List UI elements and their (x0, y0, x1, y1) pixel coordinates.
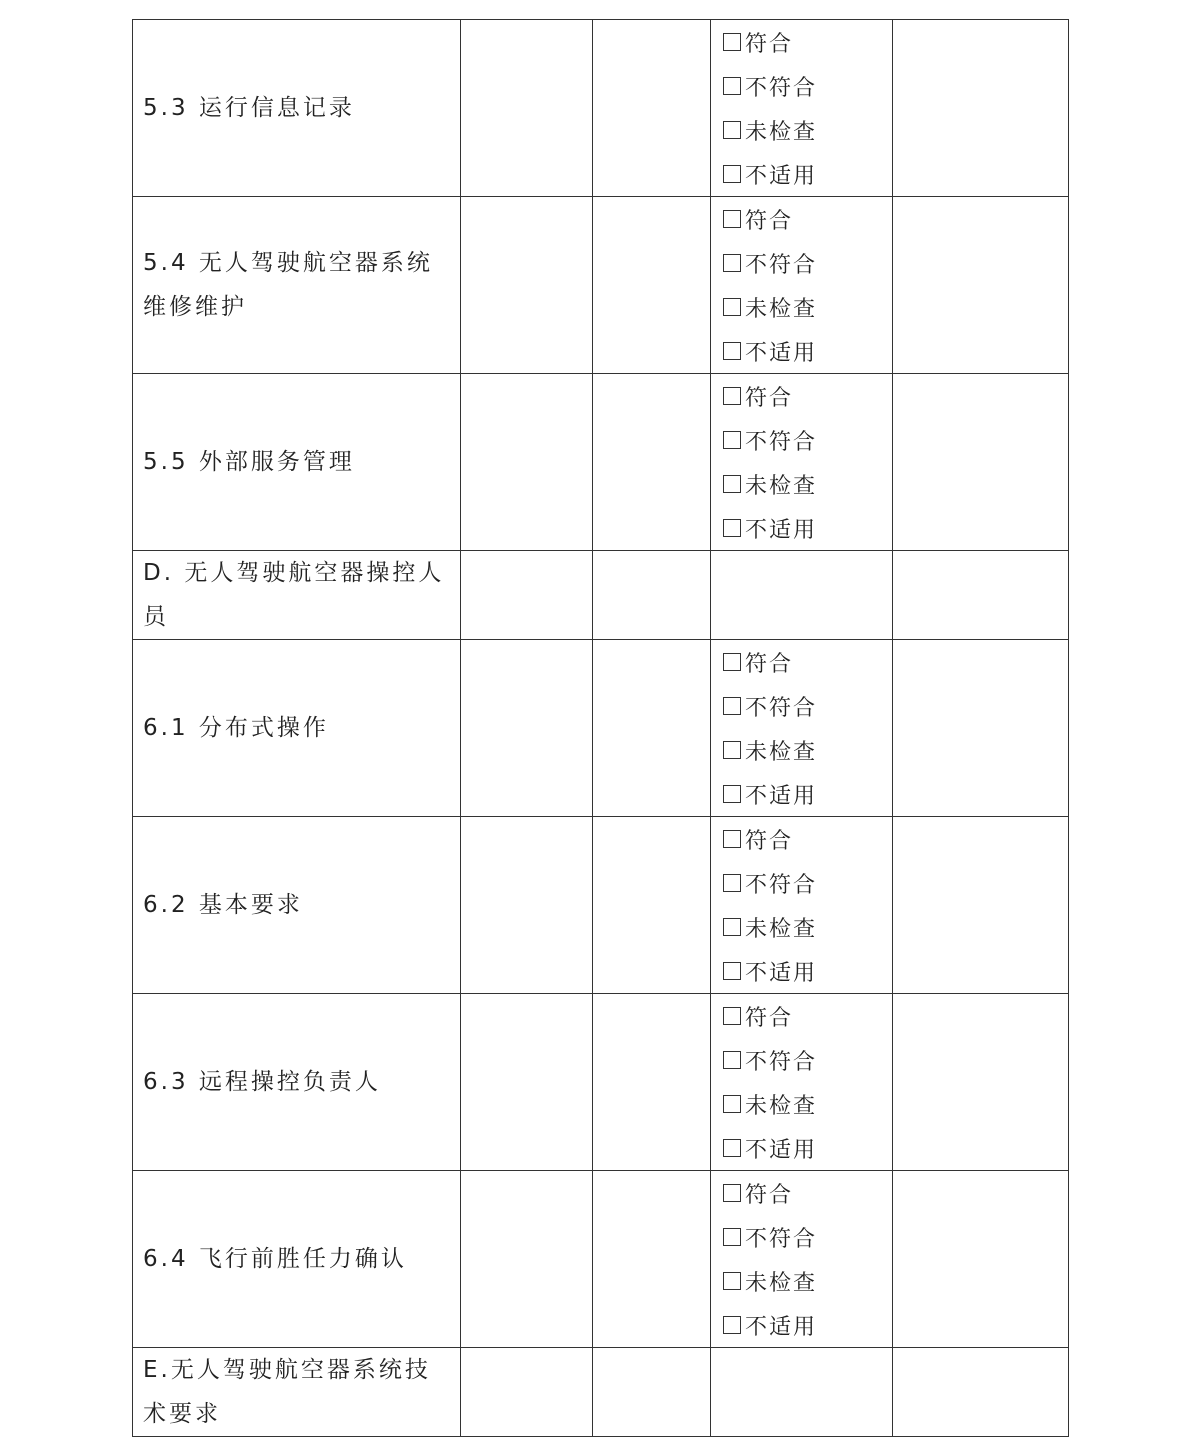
item-label: 5.4 无人驾驶航空器系统维修维护 (143, 250, 433, 320)
note-cell (593, 640, 711, 817)
option-label: 不符合 (745, 429, 818, 455)
option-label: 不适用 (745, 1314, 818, 1340)
item-label: 6.3 远程操控负责人 (143, 1069, 381, 1095)
item-label: 6.2 基本要求 (143, 892, 303, 918)
remarks-cell (893, 640, 1069, 817)
result-option[interactable] (723, 1259, 892, 1303)
result-option[interactable] (723, 1038, 892, 1082)
option-label: 未检查 (745, 916, 818, 942)
option-label: 未检查 (745, 1093, 818, 1119)
result-option[interactable] (723, 20, 892, 64)
option-label: 未检查 (745, 1270, 818, 1296)
option-label: 符合 (745, 1182, 794, 1208)
result-option[interactable] (723, 949, 892, 993)
checkbox-icon[interactable] (723, 254, 741, 272)
checkbox-icon[interactable] (723, 165, 741, 183)
option-label: 不适用 (745, 517, 818, 543)
option-label: 符合 (745, 208, 794, 234)
result-option[interactable] (723, 772, 892, 816)
option-label: 不符合 (745, 872, 818, 898)
checkbox-icon[interactable] (723, 1316, 741, 1334)
result-option[interactable] (723, 817, 892, 861)
checkbox-icon[interactable] (723, 1139, 741, 1157)
evidence-cell (461, 1171, 593, 1348)
result-option[interactable] (723, 374, 892, 418)
option-label: 不符合 (745, 695, 818, 721)
option-label: 未检查 (745, 739, 818, 765)
result-option[interactable] (723, 418, 892, 462)
result-option[interactable] (723, 684, 892, 728)
evidence-cell (461, 374, 593, 551)
evidence-cell (461, 1348, 593, 1437)
note-cell (593, 20, 711, 197)
remarks-cell (893, 551, 1069, 640)
remarks-cell (893, 197, 1069, 374)
checkbox-icon[interactable] (723, 741, 741, 759)
checkbox-icon[interactable] (723, 519, 741, 537)
note-cell (593, 1171, 711, 1348)
option-label: 不符合 (745, 1049, 818, 1075)
option-label: 不适用 (745, 163, 818, 189)
checkbox-icon[interactable] (723, 1184, 741, 1202)
checkbox-icon[interactable] (723, 785, 741, 803)
result-cell (711, 817, 893, 994)
result-option[interactable] (723, 506, 892, 550)
result-option[interactable] (723, 640, 892, 684)
item-label-cell (133, 994, 461, 1171)
option-label: 不符合 (745, 75, 818, 101)
result-option[interactable] (723, 329, 892, 373)
section-label: D. 无人驾驶航空器操控人员 (143, 560, 445, 630)
checkbox-icon[interactable] (723, 431, 741, 449)
note-cell (593, 197, 711, 374)
remarks-cell (893, 374, 1069, 551)
item-label-cell (133, 1348, 461, 1437)
item-label-cell (133, 551, 461, 640)
checkbox-icon[interactable] (723, 121, 741, 139)
note-cell (593, 1348, 711, 1437)
option-label: 不符合 (745, 1226, 818, 1252)
table-row (133, 374, 1069, 551)
result-option[interactable] (723, 108, 892, 152)
result-option[interactable] (723, 1126, 892, 1170)
checkbox-icon[interactable] (723, 874, 741, 892)
result-option[interactable] (723, 905, 892, 949)
inspection-checklist-table (132, 19, 1069, 1437)
checkbox-icon[interactable] (723, 475, 741, 493)
result-cell (711, 374, 893, 551)
result-option[interactable] (723, 1303, 892, 1347)
result-option[interactable] (723, 64, 892, 108)
table-row (133, 197, 1069, 374)
note-cell (593, 551, 711, 640)
table-row (133, 1171, 1069, 1348)
remarks-cell (893, 1171, 1069, 1348)
result-option[interactable] (723, 1215, 892, 1259)
result-option[interactable] (723, 462, 892, 506)
option-label: 符合 (745, 31, 794, 57)
item-label-cell (133, 374, 461, 551)
result-option[interactable] (723, 285, 892, 329)
note-cell (593, 994, 711, 1171)
note-cell (593, 374, 711, 551)
checkbox-icon[interactable] (723, 830, 741, 848)
checkbox-icon[interactable] (723, 387, 741, 405)
option-label: 符合 (745, 1005, 794, 1031)
result-option[interactable] (723, 197, 892, 241)
section-label: E.无人驾驶航空器系统技术要求 (143, 1357, 431, 1427)
remarks-cell (893, 1348, 1069, 1437)
evidence-cell (461, 994, 593, 1171)
result-option[interactable] (723, 152, 892, 196)
option-label: 不适用 (745, 783, 818, 809)
result-cell (711, 197, 893, 374)
item-label-cell (133, 197, 461, 374)
checkbox-icon[interactable] (723, 77, 741, 95)
remarks-cell (893, 20, 1069, 197)
table-row (133, 817, 1069, 994)
checkbox-icon[interactable] (723, 342, 741, 360)
result-option[interactable] (723, 728, 892, 772)
item-label: 6.4 飞行前胜任力确认 (143, 1246, 407, 1272)
checkbox-icon[interactable] (723, 33, 741, 51)
item-label-cell (133, 20, 461, 197)
checkbox-icon[interactable] (723, 298, 741, 316)
checkbox-icon[interactable] (723, 1228, 741, 1246)
result-option[interactable] (723, 861, 892, 905)
table-row (133, 640, 1069, 817)
evidence-cell (461, 20, 593, 197)
item-label: 5.3 运行信息记录 (143, 95, 355, 121)
option-label: 符合 (745, 651, 794, 677)
evidence-cell (461, 551, 593, 640)
item-label: 5.5 外部服务管理 (143, 449, 355, 475)
option-label: 未检查 (745, 473, 818, 499)
section-row (133, 551, 1069, 640)
result-cell (711, 551, 893, 640)
checkbox-icon[interactable] (723, 1007, 741, 1025)
option-label: 未检查 (745, 119, 818, 145)
option-label: 不适用 (745, 340, 818, 366)
evidence-cell (461, 197, 593, 374)
checkbox-icon[interactable] (723, 1051, 741, 1069)
checkbox-icon[interactable] (723, 697, 741, 715)
result-option[interactable] (723, 1171, 892, 1215)
result-option[interactable] (723, 994, 892, 1038)
result-cell (711, 640, 893, 817)
checkbox-icon[interactable] (723, 962, 741, 980)
section-row (133, 1348, 1069, 1437)
option-label: 未检查 (745, 296, 818, 322)
option-label: 符合 (745, 385, 794, 411)
option-label: 符合 (745, 828, 794, 854)
remarks-cell (893, 817, 1069, 994)
option-label: 不符合 (745, 252, 818, 278)
item-label: 6.1 分布式操作 (143, 715, 329, 741)
checkbox-icon[interactable] (723, 1272, 741, 1290)
table-row (133, 994, 1069, 1171)
option-label: 不适用 (745, 1137, 818, 1163)
result-option[interactable] (723, 1082, 892, 1126)
result-cell (711, 1348, 893, 1437)
evidence-cell (461, 640, 593, 817)
checkbox-icon[interactable] (723, 1095, 741, 1113)
result-cell (711, 994, 893, 1171)
item-label-cell (133, 817, 461, 994)
item-label-cell (133, 640, 461, 817)
evidence-cell (461, 817, 593, 994)
remarks-cell (893, 994, 1069, 1171)
result-option[interactable] (723, 241, 892, 285)
table-row (133, 20, 1069, 197)
checkbox-icon[interactable] (723, 653, 741, 671)
checkbox-icon[interactable] (723, 918, 741, 936)
result-cell (711, 1171, 893, 1348)
note-cell (593, 817, 711, 994)
result-cell (711, 20, 893, 197)
option-label: 不适用 (745, 960, 818, 986)
checkbox-icon[interactable] (723, 210, 741, 228)
item-label-cell (133, 1171, 461, 1348)
